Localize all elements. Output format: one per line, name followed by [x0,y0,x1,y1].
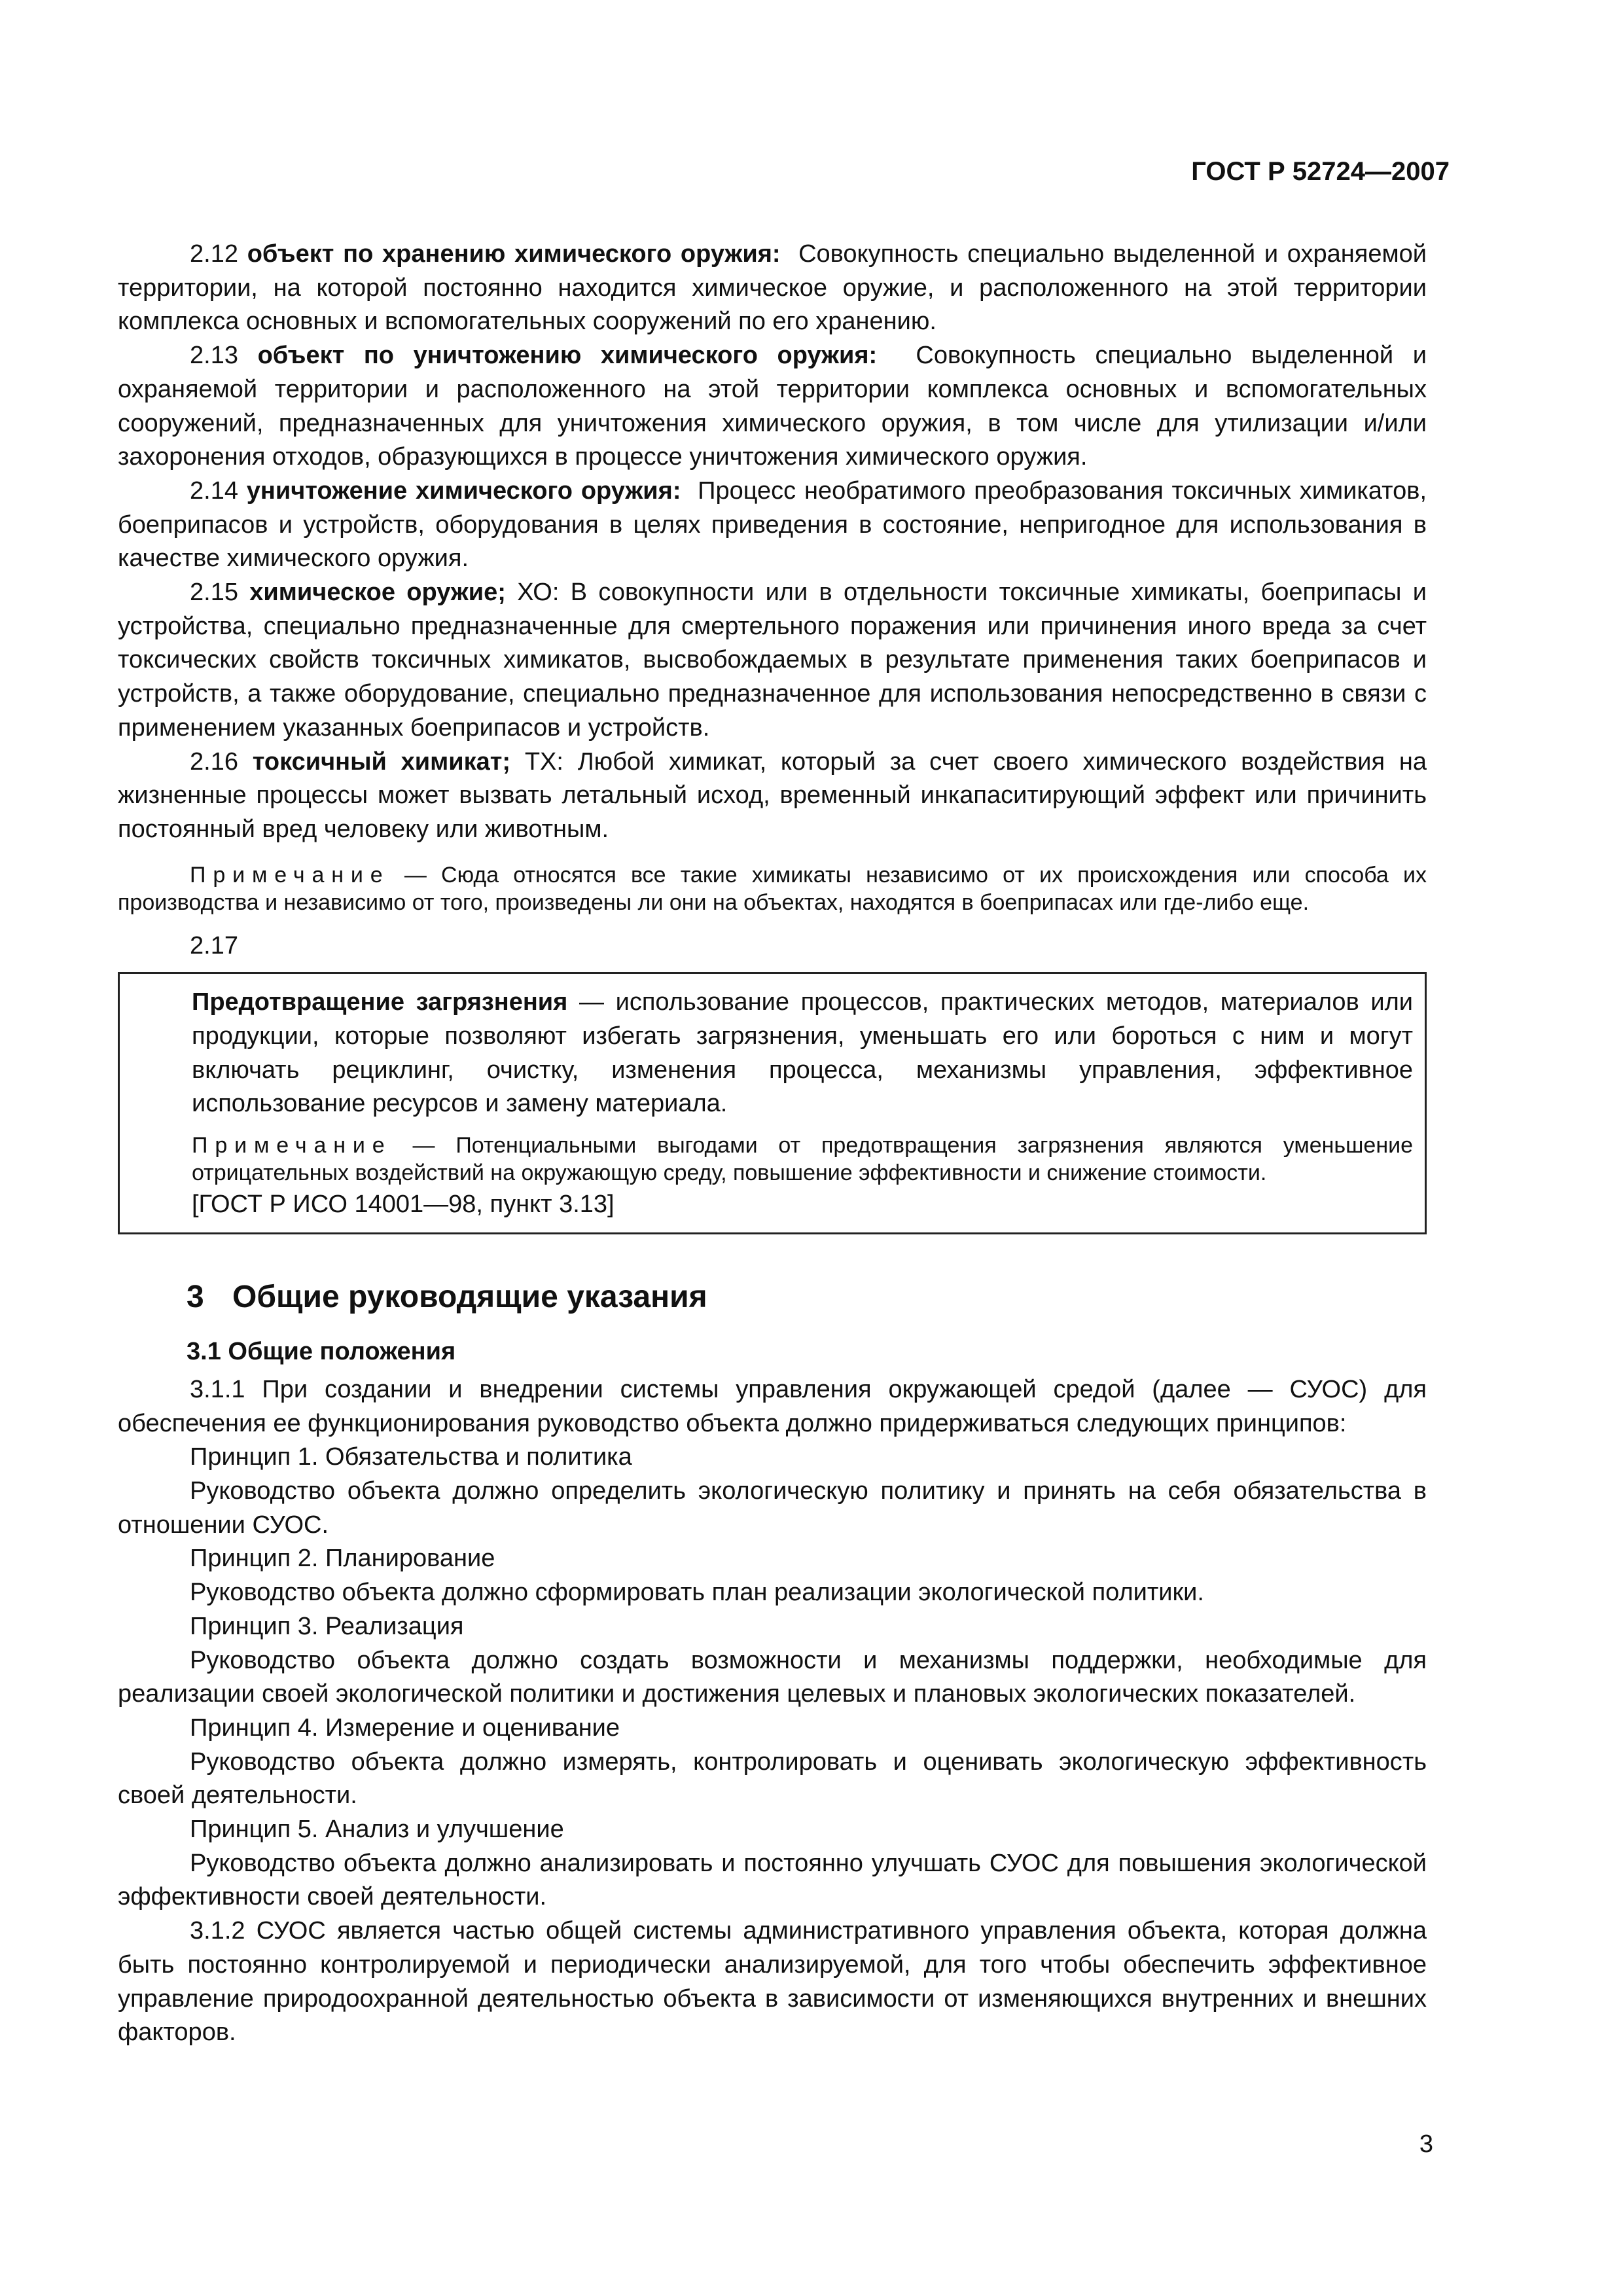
paragraph-3-1-1: 3.1.1 При создании и внедрении системы управления окружающей средой (далее — СУОС) для обеспечения ее функционирования руководство объекта должно придерживаться следующих принципов: [118,1375,1427,1437]
term-name: уничтожение химического оружия: [246,476,681,505]
section-number: 3 [187,1279,204,1314]
term-2-15 [118,576,1427,745]
term-2-14 [118,475,1427,576]
term-name: объект по хранению химического оружия: [247,240,781,268]
note-2-17 [192,1132,1413,1187]
term-number: 2.12 [190,240,238,268]
principle-5-text: Руководство объекта должно анализировать и постоянно улучшать СУОС для повышения экологической эффективности своей деятельности. [118,1849,1427,1911]
term-name: объект по уничтожению химического оружия: [257,342,878,370]
term-2-16 [118,745,1427,847]
paragraph-3-1-2: 3.1.2 СУОС является частью общей системы административного управления объекта, которая должна быть постоянно контролируемой и периодически анализируемой, для того чтобы обеспечить эффективное управление природоохранной деятельностью объекта в зависимости от изменяющихся внутренних и внешних факторов. [118,1917,1427,2047]
note-text: — Потенциальными выгодами от предотвращения загрязнения являются уменьшение отрицательных воздействий на окружающую среду, повышение эффективности и снижение стоимости. [192,1133,1413,1186]
principle-4-title: Принцип 4. Измерение и оценивание [190,1713,620,1742]
term-definition: Процесс необратимого преобразования токсичных химикатов, боеприпасов и устройств, оборудования в целях приведения в состояние, непригодное для использования в качестве химического оружия. [118,476,1427,573]
term-number-2-17: 2.17 [190,931,238,960]
term-definition: — использование процессов, практических методов, материалов или продукции, которые позволяют избегать загрязнения, уменьшать его или бороться с ним и могут включать рециклинг, очистку, изменения процесса, механизмы управления, эффективное использование ресурсов и замену материала. [192,988,1414,1118]
note-2-16 [118,861,1427,916]
page-number: 3 [1419,2130,1433,2158]
document-body [118,238,1427,2050]
standard-reference: [ГОСТ Р ИСО 14001—98, пункт 3.13] [192,1191,615,1219]
term-2-17-definition [192,986,1413,1121]
term-number: 2.16 [190,747,238,776]
principle-1-text: Руководство объекта должно определить экологическую политику и принять на себя обязательства в отношении СУОС. [118,1477,1427,1539]
principle-2-text: Руководство объекта должно сформировать план реализации экологической политики. [190,1579,1204,1607]
term-2-17-box [118,972,1427,1234]
principle-4-text: Руководство объекта должно измерять, контролировать и оценивать экологическую эффективность своей деятельности. [118,1748,1427,1810]
principle-2-title: Принцип 2. Планирование [190,1545,495,1573]
term-2-13 [118,339,1427,475]
principle-3-text: Руководство объекта должно создать возможности и механизмы поддержки, необходимые для реализации своей экологической политики и достижения целевых и плановых экологических показателей. [118,1646,1427,1708]
term-name: токсичный химикат; [252,747,511,776]
subsection-3-1-heading: 3.1 Общие положения [187,1337,456,1365]
term-number: 2.14 [190,476,238,505]
principle-5-title: Принцип 5. Анализ и улучшение [190,1816,564,1844]
principle-1-title: Принцип 1. Обязательства и политика [190,1443,632,1471]
term-number: 2.15 [190,579,238,607]
term-definition: ТХ: Любой химикат, который за счет своего химического воздействия на жизненные процессы может вызвать летальный исход, временный инкапаситирующий эффект или причинить постоянный вред человеку или животным. [118,747,1427,843]
term-number: 2.13 [190,342,238,370]
document-id-header: ГОСТ Р 52724—2007 [1191,157,1450,186]
term-name: Предотвращение загрязнения [192,988,568,1016]
term-name: химическое оружие; [249,579,506,607]
section-3-heading [118,1278,1427,1317]
term-definition: Совокупность специально выделенной и охраняемой территории, на которой постоянно находится химическое оружие, и расположенного на этой территории комплекса основных и вспомогательных сооружений по его хранению. [118,240,1427,336]
section-title: Общие руководящие указания [232,1279,707,1314]
note-label: Примечание [192,1133,392,1158]
note-text: — Сюда относятся все такие химикаты независимо от их происхождения или способа их производства и независимо от того, произведены ли они на объектах, находятся в боеприпасах или где-либо еще. [118,862,1427,915]
term-definition: Совокупность специально выделенной и охраняемой территории и расположенного на этой территории комплекса основных и вспомогательных сооружений, предназначенных для уничтожения химического оружия, в том числе для утилизации и/или захоронения отходов, образующихся в процессе уничтожения химического оружия. [118,342,1427,471]
principle-3-title: Принцип 3. Реализация [190,1612,464,1640]
term-definition: ХО: В совокупности или в отдельности токсичные химикаты, боеприпасы и устройства, специально предназначенные для смертельного поражения или причинения иного вреда за счет токсических свойств токсичных химикатов, высвобождаемых в результате применения таких боеприпасов и устройств, а также оборудование, специально предназначенное для использования непосредственно в связи с применением указанных боеприпасов и устройств. [118,579,1427,742]
term-2-12 [118,238,1427,339]
note-label: Примечание [190,862,390,888]
